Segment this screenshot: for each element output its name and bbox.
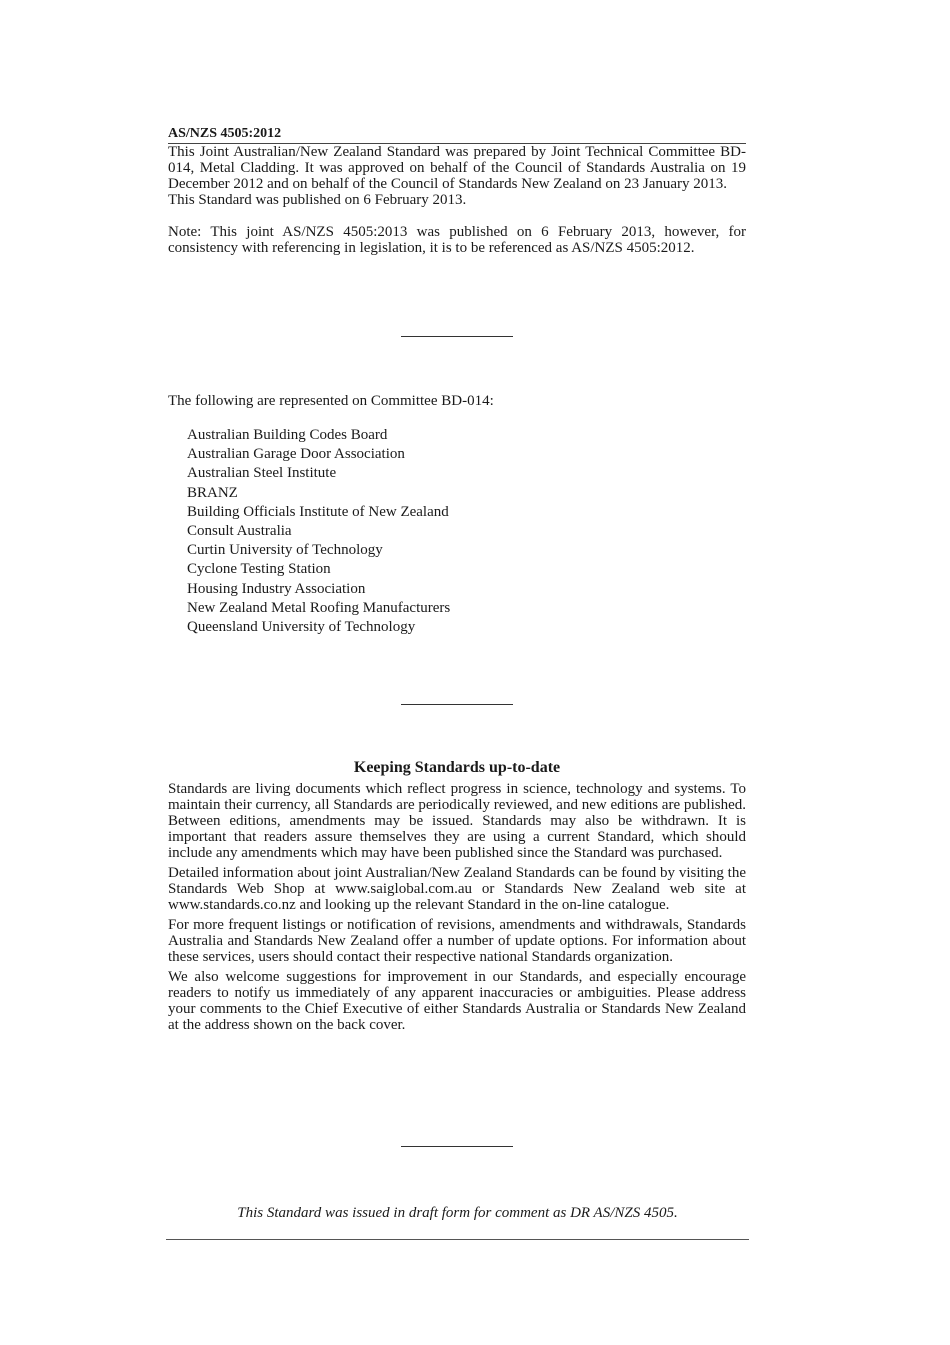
committee-member: Housing Industry Association [187, 580, 366, 597]
committee-member: Cyclone Testing Station [187, 561, 331, 578]
footer-rule [166, 1239, 749, 1240]
publication-date: This Standard was published on 6 February 2013. [168, 192, 467, 208]
committee-member: Curtin University of Technology [187, 542, 383, 559]
section-heading: Keeping Standards up-to-date [353, 759, 561, 776]
committee-member: Australian Steel Institute [187, 465, 337, 482]
committee-member: Consult Australia [187, 523, 292, 540]
committee-member-list [187, 426, 450, 637]
paragraph: For more frequent listings or notification of revisions, amendments and withdrawals, Standards Australia and Standards New Zealand offer a number of update options. For information about these services, users should contact their respective national Standards organization. [168, 917, 746, 965]
section-divider [401, 1146, 513, 1147]
standard-header [168, 124, 746, 256]
committee-member: Building Officials Institute of New Zealand [187, 503, 449, 520]
standard-code: AS/NZS 4505:2012 [168, 126, 746, 144]
paragraph: Standards are living documents which reflect progress in science, technology and systems. To maintain their currency, all Standards are periodically reviewed, and new editions are published. Between editions, amendments may be issued. Standards may also be withdrawn. It is important that readers assure themselves they are using a current Standard, which should include any amendments which may have been published since the Standard was purchased. [168, 781, 746, 861]
committee-member: Australian Building Codes Board [187, 427, 388, 443]
preparation-statement: This Joint Australian/New Zealand Standard was prepared by Joint Technical Committee BD-014, Metal Cladding. It was approved on behalf of the Council of Standards Australia on 19 December 2012 and on behalf of the Council of Standards New Zealand on 23 January 2013. [168, 144, 746, 192]
committee-member: Australian Garage Door Association [187, 446, 405, 463]
paragraph: We also welcome suggestions for improvement in our Standards, and especially encourage readers to notify us immediately of any apparent inaccuracies or ambiguities. Please address your comments to the Chief Executive of either Standards Australia or Standards New Zealand at the address shown on the back cover. [168, 969, 746, 1033]
committee-intro: The following are represented on Committee BD-014: [168, 393, 494, 409]
keeping-standards-section [168, 759, 746, 1037]
section-divider [401, 704, 513, 705]
paragraph: Detailed information about joint Australian/New Zealand Standards can be found by visiting the Standards Web Shop at www.saiglobal.com.au or Standards New Zealand web site at www.standards.co.nz and looking up the relevant Standard in the on-line catalogue. [168, 865, 746, 913]
committee-member: Queensland University of Technology [187, 619, 416, 636]
committee-member: New Zealand Metal Roofing Manufacturers [187, 599, 451, 616]
section-divider [401, 336, 513, 337]
referencing-note: Note: This joint AS/NZS 4505:2013 was published on 6 February 2013, however, for consistency with referencing in legislation, it is to be referenced as AS/NZS 4505:2012. [168, 224, 746, 256]
draft-note: This Standard was issued in draft form for comment as DR AS/NZS 4505. [237, 1205, 678, 1221]
committee-member: BRANZ [187, 484, 238, 501]
